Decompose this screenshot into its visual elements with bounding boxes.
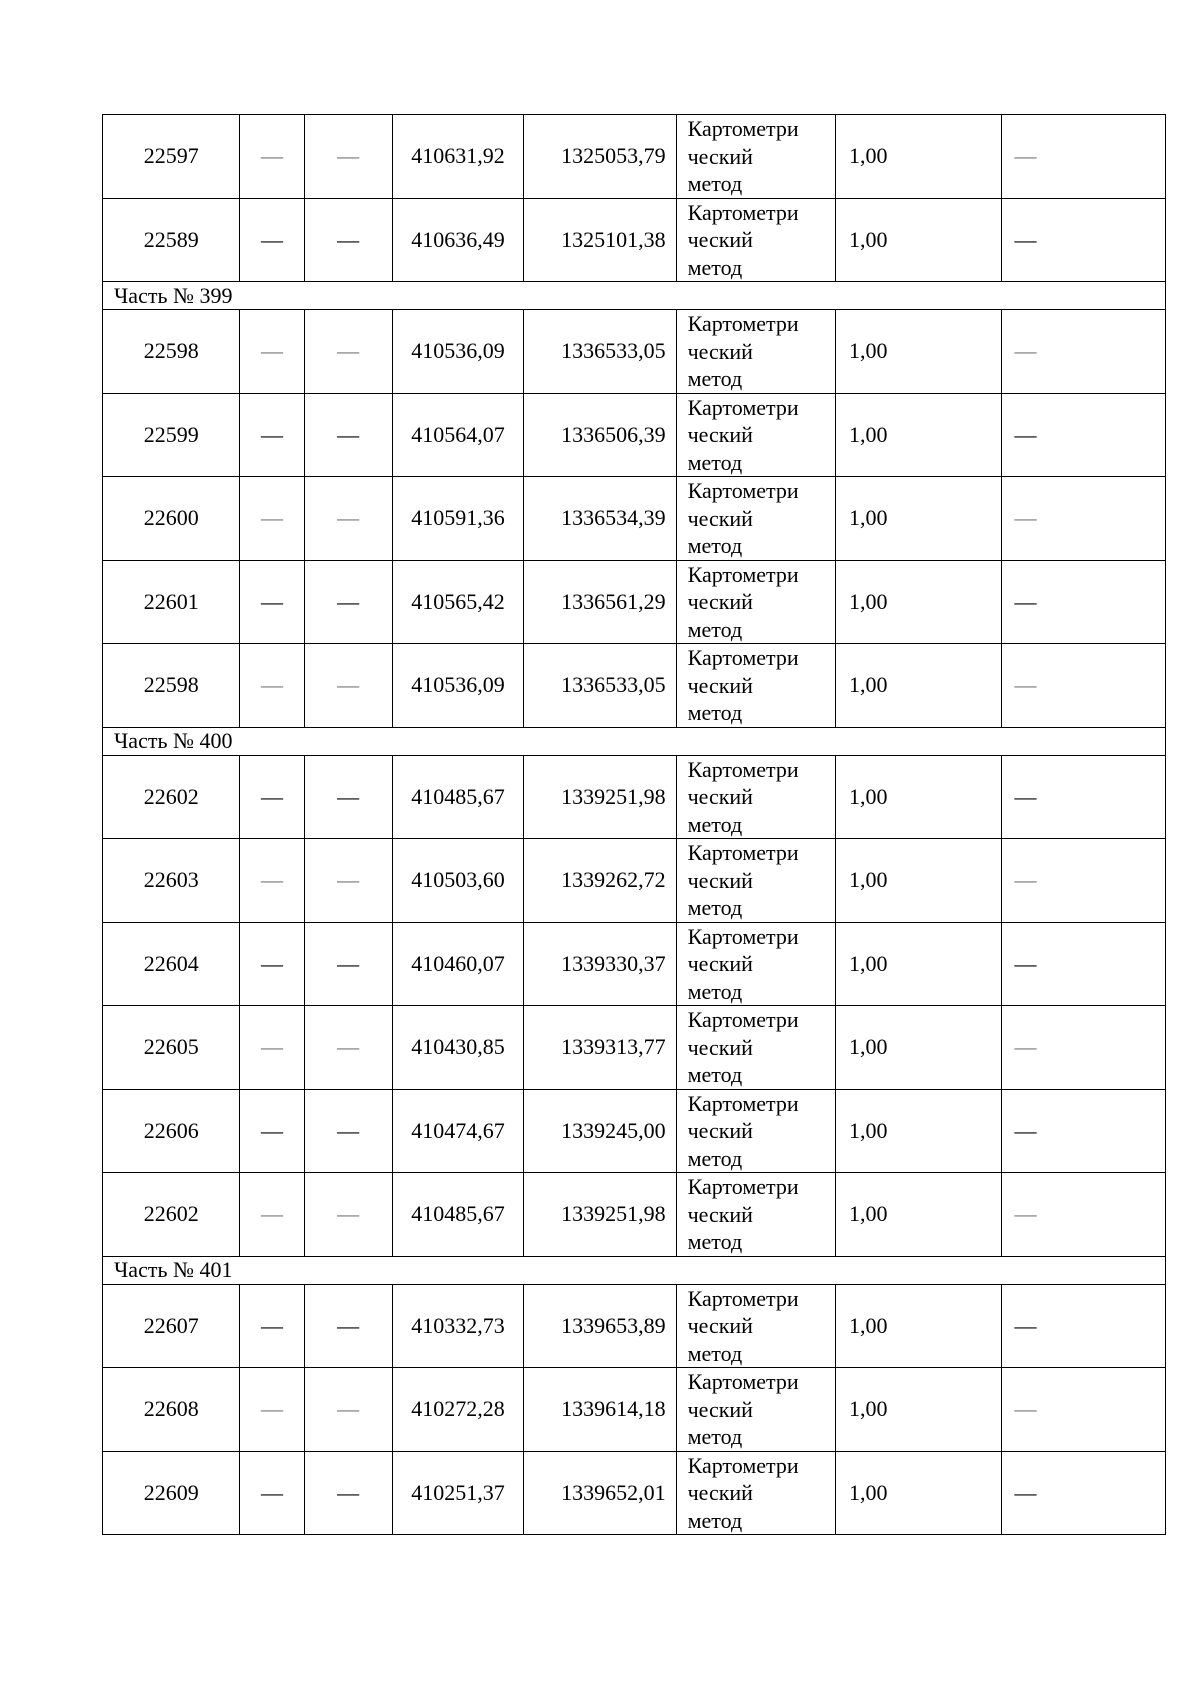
old-x-cell: —	[240, 1451, 304, 1535]
point-number-cell: 22603	[103, 839, 240, 923]
point-number-cell: 22598	[103, 310, 240, 394]
section-row	[103, 282, 1166, 310]
x-coordinate-cell: 410636,49	[392, 198, 523, 282]
method-text-line: Картометри	[687, 1285, 799, 1311]
method-text-line: ческий	[687, 143, 753, 169]
method-text-line: ческий	[687, 589, 753, 614]
method-text-line: ческий	[687, 1480, 753, 1505]
method-text-line: метод	[687, 1229, 743, 1254]
description-cell: —	[1002, 393, 1166, 477]
x-coordinate-cell: 410460,07	[392, 922, 523, 1006]
method-text-line: ческий	[687, 1396, 753, 1422]
method-text-line: метод	[687, 700, 743, 725]
description-cell: —	[1002, 1006, 1166, 1090]
method-text-line: ческий	[687, 1034, 753, 1060]
description-cell: —	[1002, 1368, 1166, 1452]
old-x-cell: —	[240, 198, 304, 282]
old-y-cell: —	[304, 115, 392, 199]
old-y-cell: —	[304, 393, 392, 477]
method-text-line: ческий	[687, 784, 753, 809]
x-coordinate-cell: 410485,67	[392, 1173, 523, 1257]
method-cell	[676, 1006, 835, 1090]
x-coordinate-cell: 410591,36	[392, 477, 523, 561]
method-text-line: Картометри	[687, 1452, 799, 1478]
old-x-cell: —	[240, 1089, 304, 1173]
table-row	[103, 1368, 1166, 1452]
method-text-line: ческий	[687, 1118, 753, 1143]
y-coordinate-cell: 1336533,05	[524, 310, 676, 394]
y-coordinate-cell: 1339251,98	[524, 755, 676, 839]
table-row	[103, 839, 1166, 923]
table-row	[103, 115, 1166, 199]
description-cell: —	[1002, 115, 1166, 199]
y-coordinate-cell: 1325101,38	[524, 198, 676, 282]
table-row	[103, 1006, 1166, 1090]
method-cell	[676, 1451, 835, 1535]
method-text-line: Картометри	[687, 1007, 799, 1032]
point-number-cell: 22604	[103, 922, 240, 1006]
method-text-line: метод	[687, 449, 743, 475]
old-x-cell: —	[240, 560, 304, 644]
point-number-cell: 22609	[103, 1451, 240, 1535]
table-row	[103, 1089, 1166, 1173]
accuracy-cell: 1,00	[836, 1006, 1002, 1090]
old-x-cell: —	[240, 115, 304, 199]
accuracy-cell: 1,00	[836, 310, 1002, 394]
y-coordinate-cell: 1336534,39	[524, 477, 676, 561]
method-cell	[676, 839, 835, 923]
table-row	[103, 922, 1166, 1006]
description-cell: —	[1002, 310, 1166, 394]
old-x-cell: —	[240, 755, 304, 839]
accuracy-cell: 1,00	[836, 922, 1002, 1006]
accuracy-cell: 1,00	[836, 560, 1002, 644]
table-row	[103, 1451, 1166, 1535]
y-coordinate-cell: 1336533,05	[524, 644, 676, 728]
point-number-cell: 22606	[103, 1089, 240, 1173]
x-coordinate-cell: 410631,92	[392, 115, 523, 199]
method-text-line: метод	[687, 811, 743, 837]
accuracy-cell: 1,00	[836, 1173, 1002, 1257]
x-coordinate-cell: 410536,09	[392, 310, 523, 394]
method-text-line: Картометри	[687, 561, 799, 587]
table-row	[103, 477, 1166, 561]
method-text-line: Картометри	[687, 394, 799, 420]
description-cell: —	[1002, 922, 1166, 1006]
y-coordinate-cell: 1339653,89	[524, 1284, 676, 1368]
section-label: Часть № 400	[103, 727, 1166, 755]
description-cell: —	[1002, 477, 1166, 561]
method-text-line: ческий	[687, 672, 753, 698]
point-number-cell: 22599	[103, 393, 240, 477]
method-text-line: Картометри	[687, 199, 799, 225]
method-cell	[676, 1089, 835, 1173]
method-text-line: ческий	[687, 1313, 753, 1338]
method-text-line: метод	[687, 254, 743, 280]
old-y-cell: —	[304, 1006, 392, 1090]
method-text-line: Картометри	[687, 1369, 799, 1394]
method-text-line: метод	[687, 978, 743, 1004]
old-y-cell: —	[304, 839, 392, 923]
method-text-line: Картометри	[687, 645, 799, 670]
old-y-cell: —	[304, 1284, 392, 1368]
method-text-line: Картометри	[687, 1090, 799, 1116]
accuracy-cell: 1,00	[836, 644, 1002, 728]
old-y-cell: —	[304, 922, 392, 1006]
method-text-line: ческий	[687, 422, 753, 447]
accuracy-cell: 1,00	[836, 1284, 1002, 1368]
old-x-cell: —	[240, 839, 304, 923]
x-coordinate-cell: 410251,37	[392, 1451, 523, 1535]
method-text-line: Картометри	[687, 311, 799, 336]
description-cell: —	[1002, 560, 1166, 644]
method-text-line: метод	[687, 1340, 743, 1366]
y-coordinate-cell: 1339245,00	[524, 1089, 676, 1173]
section-row	[103, 1256, 1166, 1284]
method-text-line: метод	[687, 1062, 743, 1087]
method-cell	[676, 198, 835, 282]
method-cell	[676, 560, 835, 644]
old-y-cell: —	[304, 1173, 392, 1257]
accuracy-cell: 1,00	[836, 755, 1002, 839]
description-cell: —	[1002, 1173, 1166, 1257]
description-cell: —	[1002, 644, 1166, 728]
section-label: Часть № 401	[103, 1256, 1166, 1284]
old-y-cell: —	[304, 477, 392, 561]
table-body	[103, 115, 1166, 1535]
description-cell: —	[1002, 1089, 1166, 1173]
method-text-line: Картометри	[687, 756, 799, 782]
point-number-cell: 22600	[103, 477, 240, 561]
description-cell: —	[1002, 1284, 1166, 1368]
table-row	[103, 393, 1166, 477]
description-cell: —	[1002, 839, 1166, 923]
method-text-line: ческий	[687, 227, 753, 252]
method-text-line: метод	[687, 366, 743, 391]
table-row	[103, 198, 1166, 282]
method-cell	[676, 310, 835, 394]
x-coordinate-cell: 410565,42	[392, 560, 523, 644]
method-text-line: метод	[687, 1145, 743, 1171]
x-coordinate-cell: 410272,28	[392, 1368, 523, 1452]
description-cell: —	[1002, 755, 1166, 839]
y-coordinate-cell: 1325053,79	[524, 115, 676, 199]
point-number-cell: 22605	[103, 1006, 240, 1090]
old-y-cell: —	[304, 1089, 392, 1173]
method-text-line: метод	[687, 171, 743, 196]
method-text-line: Картометри	[687, 840, 799, 865]
accuracy-cell: 1,00	[836, 198, 1002, 282]
section-label: Часть № 399	[103, 282, 1166, 310]
point-number-cell: 22602	[103, 1173, 240, 1257]
old-y-cell: —	[304, 644, 392, 728]
old-y-cell: —	[304, 1368, 392, 1452]
accuracy-cell: 1,00	[836, 839, 1002, 923]
table-row	[103, 1173, 1166, 1257]
y-coordinate-cell: 1339251,98	[524, 1173, 676, 1257]
x-coordinate-cell: 410332,73	[392, 1284, 523, 1368]
table-row	[103, 644, 1166, 728]
method-text-line: Картометри	[687, 1174, 799, 1199]
method-text-line: метод	[687, 616, 743, 642]
coordinates-table	[102, 114, 1166, 1535]
table-row	[103, 755, 1166, 839]
method-text-line: метод	[687, 1424, 743, 1449]
method-cell	[676, 115, 835, 199]
x-coordinate-cell: 410430,85	[392, 1006, 523, 1090]
method-cell	[676, 1368, 835, 1452]
y-coordinate-cell: 1336506,39	[524, 393, 676, 477]
y-coordinate-cell: 1339614,18	[524, 1368, 676, 1452]
accuracy-cell: 1,00	[836, 1089, 1002, 1173]
method-cell	[676, 477, 835, 561]
x-coordinate-cell: 410564,07	[392, 393, 523, 477]
method-text-line: ческий	[687, 951, 753, 976]
y-coordinate-cell: 1339313,77	[524, 1006, 676, 1090]
method-cell	[676, 393, 835, 477]
point-number-cell: 22597	[103, 115, 240, 199]
old-x-cell: —	[240, 477, 304, 561]
y-coordinate-cell: 1336561,29	[524, 560, 676, 644]
description-cell: —	[1002, 198, 1166, 282]
point-number-cell: 22602	[103, 755, 240, 839]
old-x-cell: —	[240, 393, 304, 477]
x-coordinate-cell: 410474,67	[392, 1089, 523, 1173]
table-row	[103, 560, 1166, 644]
point-number-cell: 22601	[103, 560, 240, 644]
point-number-cell: 22607	[103, 1284, 240, 1368]
method-text-line: Картометри	[687, 923, 799, 949]
old-y-cell: —	[304, 1451, 392, 1535]
method-text-line: Картометри	[687, 478, 799, 503]
old-y-cell: —	[304, 310, 392, 394]
old-y-cell: —	[304, 755, 392, 839]
method-cell	[676, 755, 835, 839]
accuracy-cell: 1,00	[836, 115, 1002, 199]
point-number-cell: 22598	[103, 644, 240, 728]
accuracy-cell: 1,00	[836, 1451, 1002, 1535]
old-x-cell: —	[240, 1368, 304, 1452]
accuracy-cell: 1,00	[836, 1368, 1002, 1452]
table-row	[103, 310, 1166, 394]
old-x-cell: —	[240, 1006, 304, 1090]
table-row	[103, 1284, 1166, 1368]
point-number-cell: 22608	[103, 1368, 240, 1452]
method-text-line: ческий	[687, 505, 753, 531]
old-x-cell: —	[240, 1173, 304, 1257]
old-x-cell: —	[240, 1284, 304, 1368]
old-x-cell: —	[240, 644, 304, 728]
accuracy-cell: 1,00	[836, 393, 1002, 477]
method-text-line: метод	[687, 895, 743, 920]
method-cell	[676, 644, 835, 728]
y-coordinate-cell: 1339262,72	[524, 839, 676, 923]
x-coordinate-cell: 410485,67	[392, 755, 523, 839]
old-x-cell: —	[240, 310, 304, 394]
point-number-cell: 22589	[103, 198, 240, 282]
method-cell	[676, 1173, 835, 1257]
method-text-line: ческий	[687, 1201, 753, 1227]
method-text-line: Картометри	[687, 116, 799, 141]
section-row	[103, 727, 1166, 755]
old-y-cell: —	[304, 198, 392, 282]
method-text-line: метод	[687, 533, 743, 558]
method-text-line: метод	[687, 1507, 743, 1533]
old-x-cell: —	[240, 922, 304, 1006]
x-coordinate-cell: 410503,60	[392, 839, 523, 923]
method-text-line: ческий	[687, 338, 753, 364]
method-text-line: ческий	[687, 867, 753, 893]
accuracy-cell: 1,00	[836, 477, 1002, 561]
y-coordinate-cell: 1339330,37	[524, 922, 676, 1006]
x-coordinate-cell: 410536,09	[392, 644, 523, 728]
method-cell	[676, 1284, 835, 1368]
y-coordinate-cell: 1339652,01	[524, 1451, 676, 1535]
description-cell: —	[1002, 1451, 1166, 1535]
method-cell	[676, 922, 835, 1006]
old-y-cell: —	[304, 560, 392, 644]
